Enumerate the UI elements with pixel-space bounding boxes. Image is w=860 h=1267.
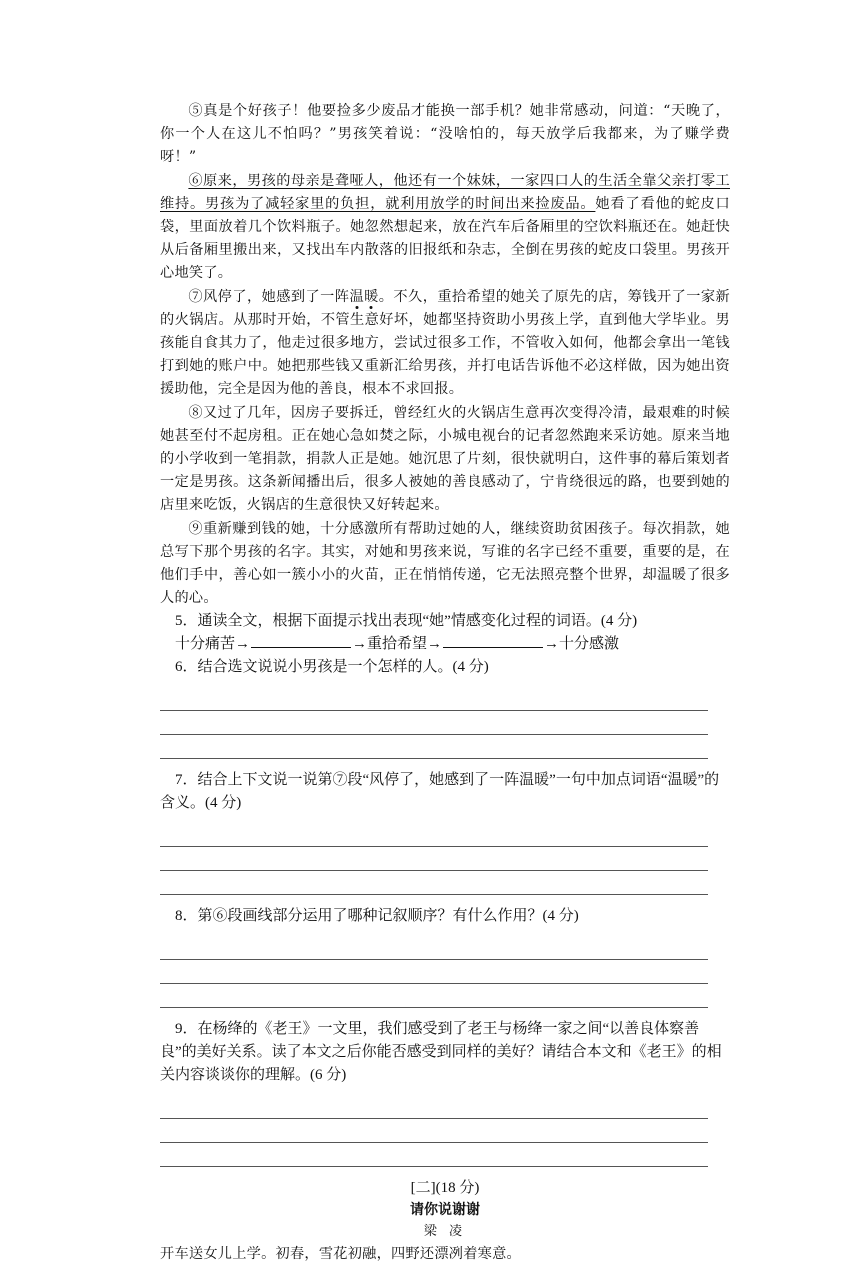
answer-line[interactable] [160, 960, 708, 984]
document-page [160, 100, 730, 1267]
answer-lines-q9 [160, 1095, 730, 1167]
answer-line[interactable] [160, 936, 708, 960]
q5-part1: 十分痛苦→ [175, 636, 251, 653]
article-author: 梁 凌 [423, 1224, 467, 1240]
answer-line[interactable] [160, 984, 708, 1008]
paragraph-6-rest: 她看了看他的蛇皮口袋，里面放着几个饮料瓶子。她忽然想起来，放在汽车后备厢里的空饮料瓶还在。她赶快从后备厢里搬出来，又找出车内散落的旧报纸和杂志，全倒在男孩的蛇皮口袋里。男孩开心地笑了。 [160, 195, 730, 282]
question-5: 5．通读全文，根据下面提示找出表现“她”情感变化过程的词语。(4 分) [175, 613, 638, 630]
question-7: 7．结合上下文说一说第⑦段“风停了，她感到了一阵温暖”一句中加点词语“温暖”的含义。(4 分) [160, 772, 720, 812]
dotted-char-nuan: 暖 [364, 288, 379, 305]
answer-line[interactable] [160, 1095, 708, 1119]
answer-line[interactable] [160, 1143, 708, 1167]
answer-line[interactable] [160, 823, 708, 847]
answer-line[interactable] [160, 711, 708, 735]
paragraph-8: ⑧又过了几年，因房子要拆迁，曾经红火的火锅店生意再次变得冷清，最艰难的时候她甚至付不起房租。正在她心急如焚之际，小城电视台的记者忽然跑来采访她。原来当地的小学收到一笔捐款，捐款人正是她。她沉思了片刻，很快就明白，这件事的幕后策划者一定是男孩。这条新闻播出后，很多人被她的善良感动了，宁肯绕很远的路，也要到她的店里来吃饭，火锅店的生意很快又好转起来。 [160, 404, 730, 514]
paragraph-5: ⑤真是个好孩子！他要捡多少废品才能换一部手机？她非常感动，问道：“天晚了，你一个人在这儿不怕吗？”男孩笑着说：“没啥怕的，每天放学后我都来，为了赚学费呀！” [160, 103, 730, 166]
answer-blank-1[interactable] [251, 633, 351, 648]
article-first-line: 开车送女儿上学。初春，雪花初融，四野还漂冽着寒意。 [160, 1246, 521, 1263]
section-heading: [二](18 分) [410, 1180, 480, 1197]
answer-blank-2[interactable] [443, 633, 543, 648]
answer-line[interactable] [160, 735, 708, 759]
q5-part3: →十分感激 [544, 636, 620, 653]
answer-line[interactable] [160, 687, 708, 711]
answer-line[interactable] [160, 847, 708, 871]
paragraph-9: ⑨重新赚到钱的她，十分感激所有帮助过她的人，继续资助贫困孩子。每次捐款，她总写下那个男孩的名字。其实，对她和男孩来说，写谁的名字已经不重要，重要的是，在他们手中，善心如一簇小小的火苗，正在悄悄传递，它无法照亮整个世界，却温暖了很多人的心。 [160, 520, 730, 607]
answer-lines-q6 [160, 687, 730, 759]
answer-line[interactable] [160, 871, 708, 895]
question-6: 6．结合选文说说小男孩是一个怎样的人。(4 分) [175, 659, 489, 676]
question-8: 8．第⑥段画线部分运用了哪种记叙顺序？有什么作用？(4 分) [175, 908, 579, 925]
answer-lines-q7 [160, 823, 730, 895]
question-5-prompt [160, 633, 730, 656]
paragraph-7-rest: 。不久，重拾希望的她关了原先的店，筹钱开了一家新的火锅店。从那时开始，不管生意好坏，她都坚持资助小男孩上学，直到他大学毕业。男孩能自食其力了，他走过很多地方，尝试过很多工作，不管收入如何，他都会拿出一笔钱打到她的账户中。她把那些钱又重新汇给男孩，并打电话告诉他不必这样做，因为她出资援助他，完全是因为他的善良，根本不求回报。 [160, 288, 730, 398]
paragraph-7-start: ⑦风停了，她感到了一阵 [188, 288, 350, 305]
answer-lines-q8 [160, 936, 730, 1008]
answer-line[interactable] [160, 1119, 708, 1143]
article-title: 请你说谢谢 [410, 1202, 480, 1219]
paragraph-6 [160, 170, 730, 286]
question-9: 9．在杨绛的《老王》一文里，我们感受到了老王与杨绛一家之间“以善良体察善良”的美好关系。读了本文之后你能否感受到同样的美好？请结合本文和《老王》的相关内容谈谈你的理解。(6 分) [160, 1021, 722, 1084]
underlined-passage: ⑥原来，男孩的母亲是聋哑人，他还有一个妹妹，一家四口人的生活全靠父亲打零工维持。男孩为了减轻家里的负担，就利用放学的时间出来捡废品。 [160, 172, 730, 212]
dotted-char-wen: 温 [349, 288, 365, 305]
paragraph-7 [160, 286, 730, 402]
q5-part2: →重拾希望→ [352, 636, 443, 653]
